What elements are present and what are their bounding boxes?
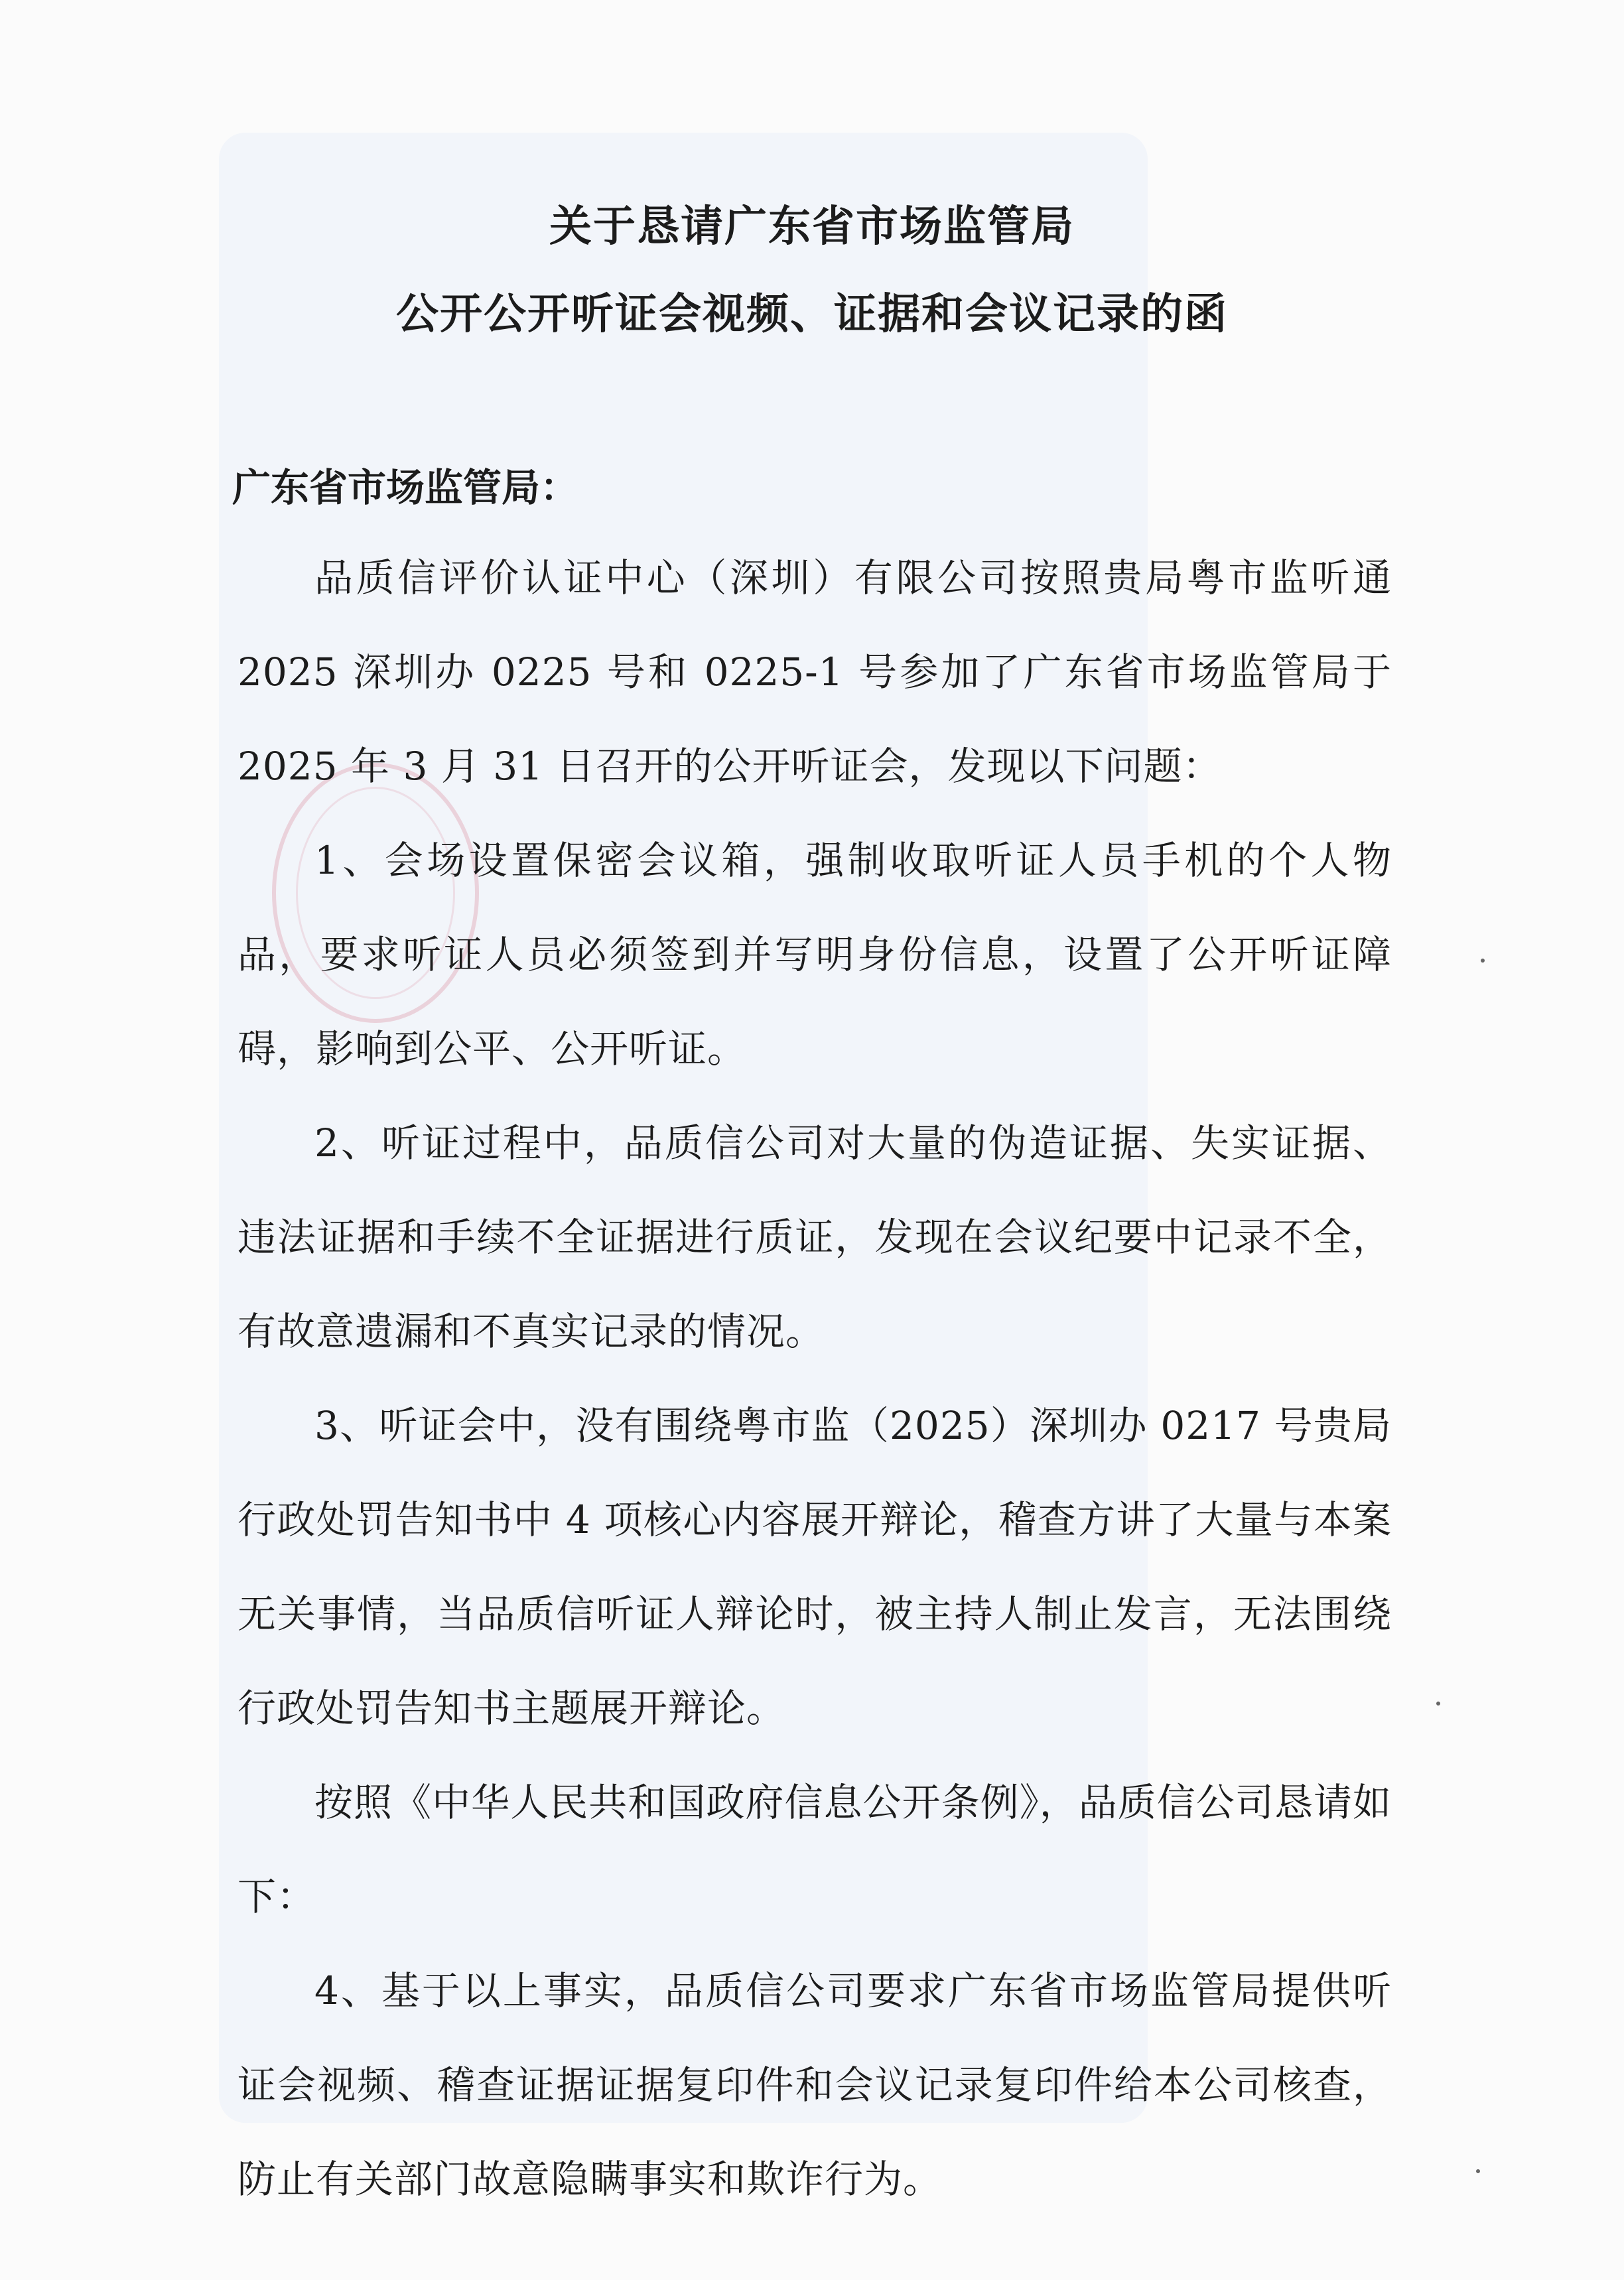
paragraph-item-2: 2、听证过程中，品质信公司对大量的伪造证据、失实证据、违法证据和手续不全证据进行质证，发现在会议纪要中记录不全，有故意遗漏和不真实记录的情况。 xyxy=(237,1120,1392,1354)
paragraph-intro: 品质信评价认证中心（深圳）有限公司按照贵局粤市监听通 2025 深圳办 0225 号和 0225-1 号参加了广东省市场监管局于 2025 年 3 月 31 日召开的公开听证会，发现以下问题： xyxy=(237,555,1392,789)
title-line-1: 关于恳请广东省市场监管局 xyxy=(549,202,1075,251)
scan-speck xyxy=(1436,1702,1440,1706)
paragraph-item-4: 4、基于以上事实，品质信公司要求广东省市场监管局提供听证会视频、稽查证据证据复印件和会议记录复印件给本公司核查，防止有关部门故意隐瞒事实和欺诈行为。 xyxy=(237,1968,1392,2202)
scan-speck xyxy=(1476,2169,1480,2173)
scan-speck xyxy=(1481,959,1485,963)
letter-body xyxy=(237,531,1392,2226)
title-line-2: 公开公开听证会视频、证据和会议记录的函 xyxy=(396,290,1228,339)
paragraph-request: 按照《中华人民共和国政府信息公开条例》，品质信公司恳请如下： xyxy=(237,1780,1392,1919)
paragraph-item-3: 3、听证会中，没有围绕粤市监（2025）深圳办 0217 号贵局行政处罚告知书中 4 项核心内容展开辩论，稽查方讲了大量与本案无关事情，当品质信听证人辩论时，被主持人制止发言，无法围绕行政处罚告知书主题展开辩论。 xyxy=(237,1403,1392,1731)
addressee: 广东省市场监管局： xyxy=(232,465,579,510)
paragraph-item-1: 1、会场设置保密会议箱，强制收取听证人员手机的个人物品，要求听证人员必须签到并写明身份信息，设置了公开听证障碍，影响到公平、公开听证。 xyxy=(237,838,1392,1071)
